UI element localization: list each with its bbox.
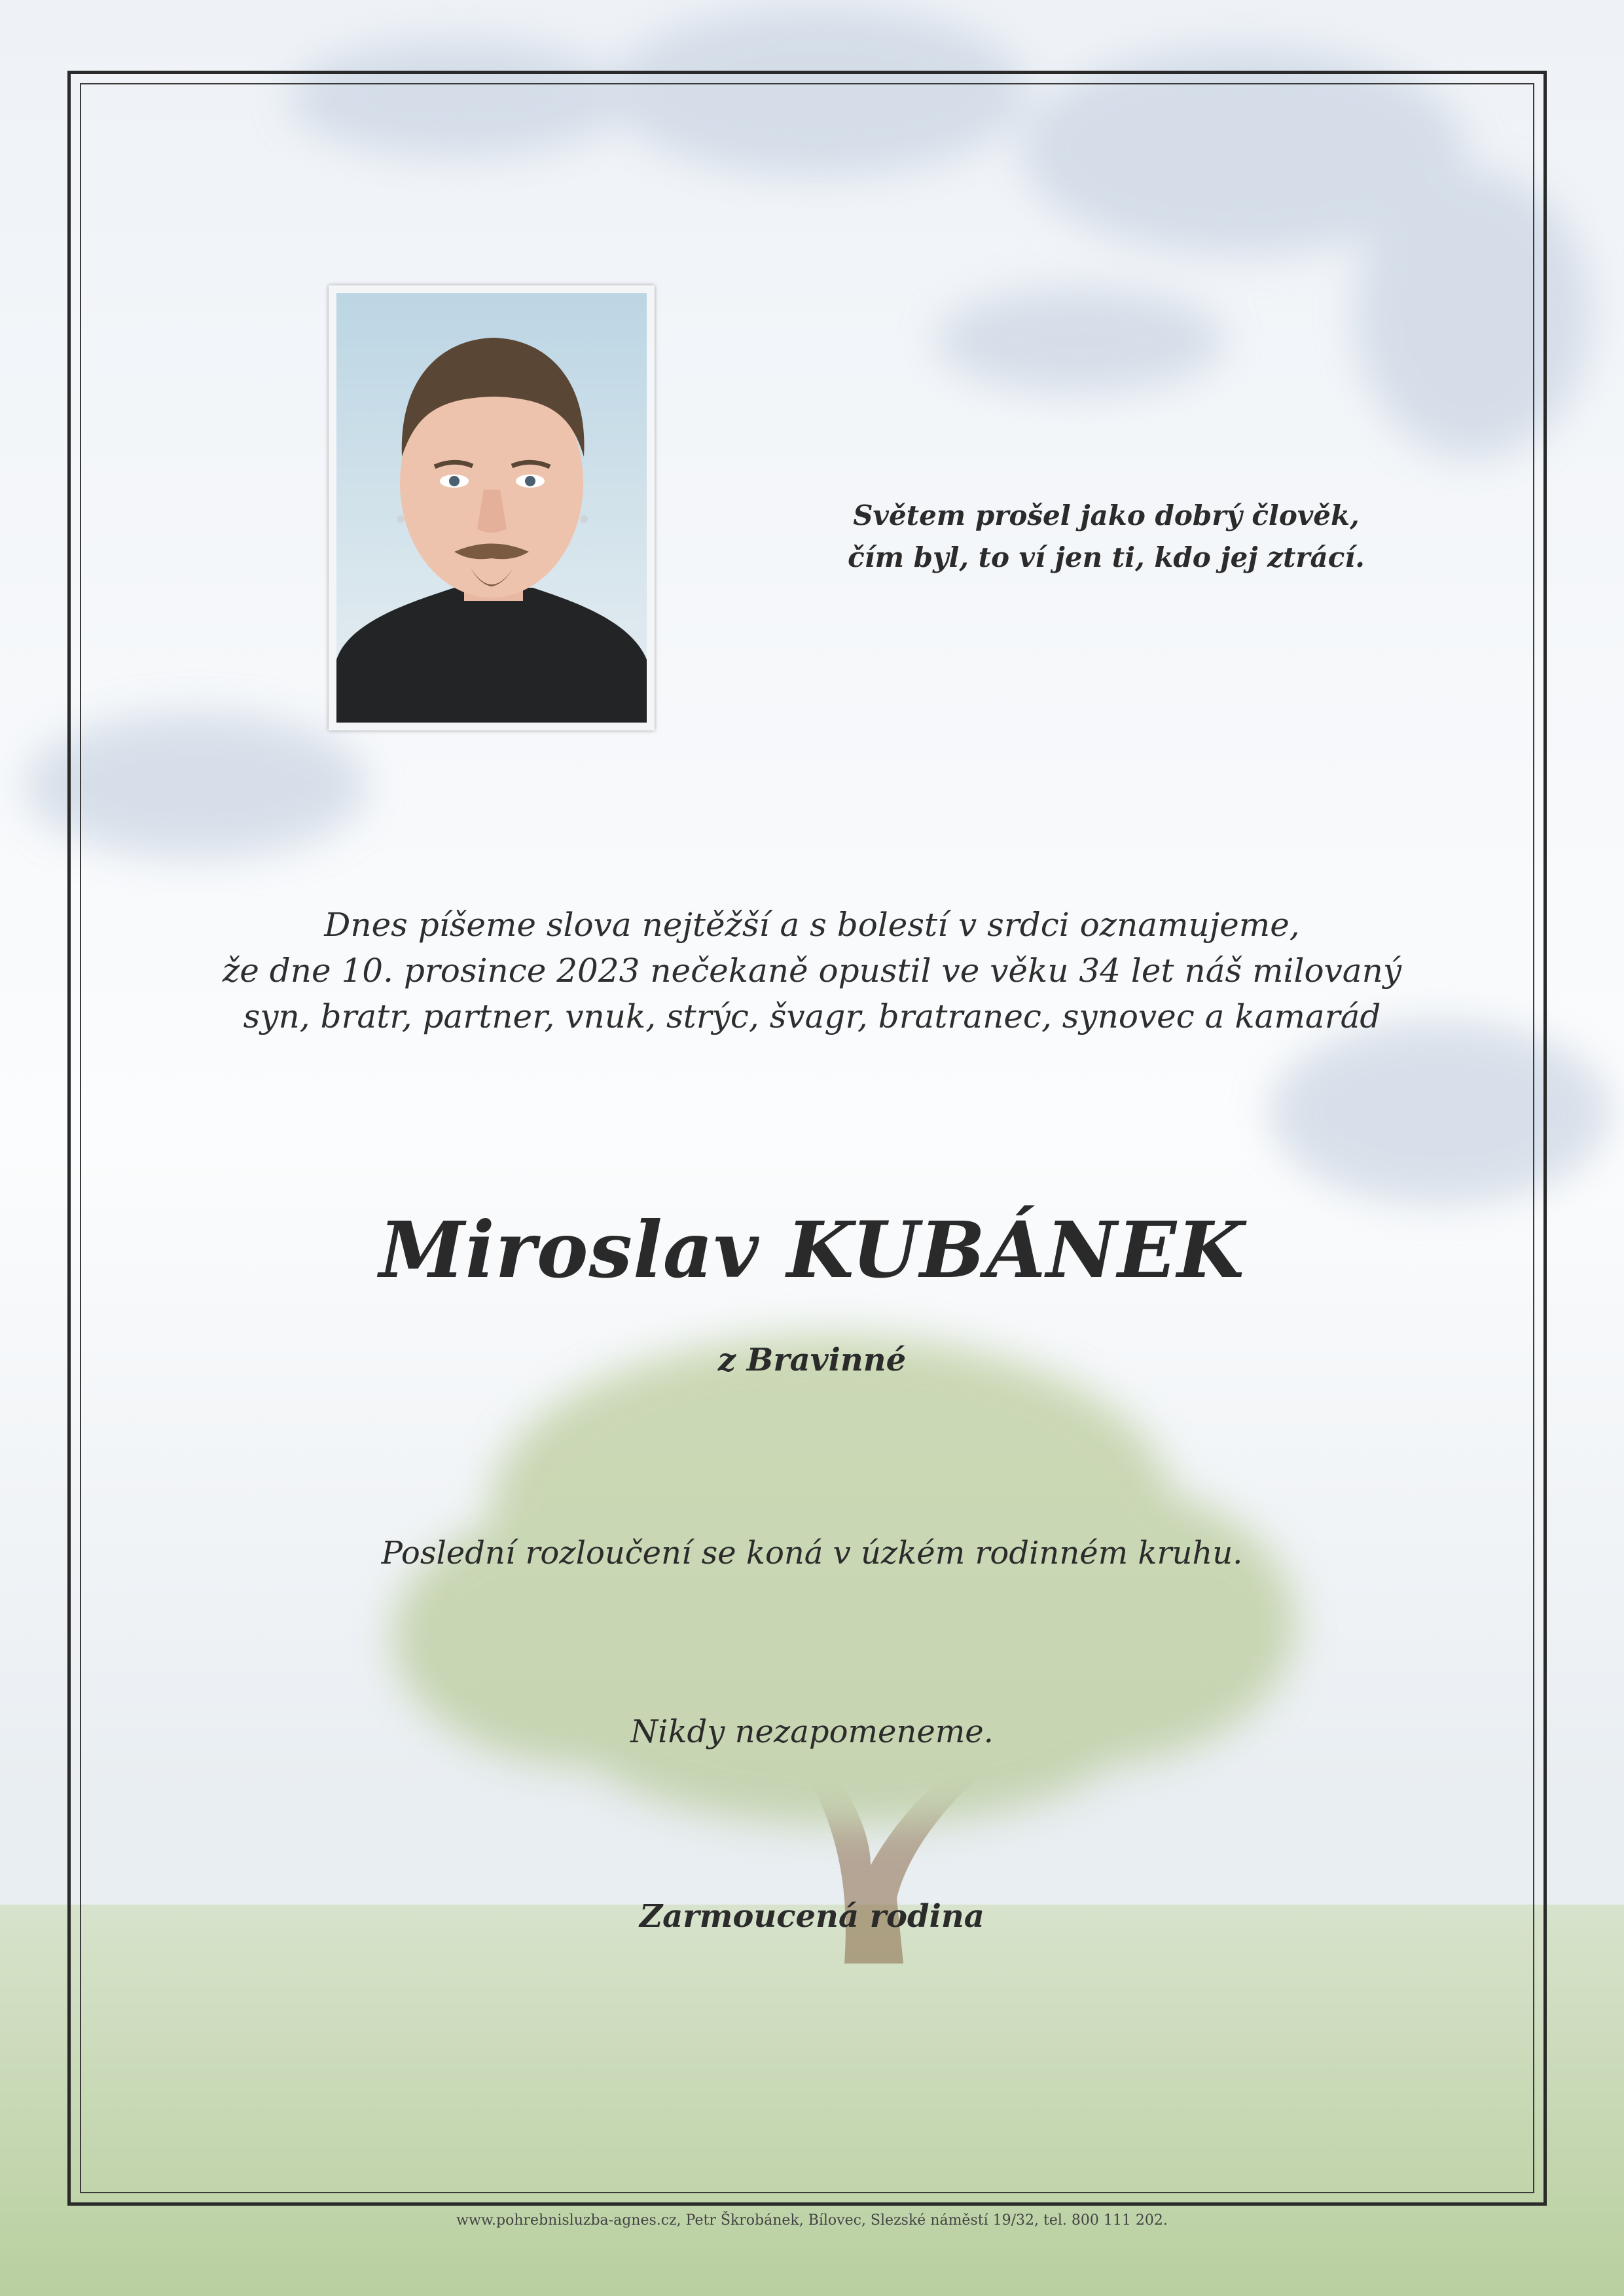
inner-border [80, 83, 1534, 2193]
deceased-name: Miroslav KUBÁNEK [379, 1204, 1245, 1295]
announcement-line-3: syn, bratr, partner, vnuk, strýc, švagr, bratranec, synovec a kamarád [243, 997, 1381, 1035]
quote-line-1: Světem prošel jako dobrý člověk, [853, 499, 1360, 531]
announcement-line-1: Dnes píšeme slova nejtěžší a s bolestí v srdci oznamujeme, [324, 906, 1300, 944]
portrait-photo [336, 293, 647, 723]
announcement-line-2: že dne 10. prosince 2023 nečekaně opustil ve věku 34 let náš milovaný [222, 952, 1402, 990]
funeral-service-footer: www.pohrebnisluzba-agnes.cz, Petr Škrobánek, Bílovec, Slezské náměstí 19/32, tel. 800 111 202. [456, 2212, 1168, 2229]
never-forget-line: Nikdy nezapomeneme. [630, 1713, 994, 1750]
deceased-origin: z Bravinné [717, 1342, 907, 1378]
portrait-photo-frame [329, 285, 655, 730]
quote-line-2: čím byl, to ví jen ti, kdo jej ztrácí. [848, 541, 1365, 573]
announcement-text [0, 902, 1624, 1039]
farewell-notice: Poslední rozloučení se koná v úzkém rodinném kruhu. [381, 1535, 1243, 1571]
memorial-quote [720, 495, 1492, 579]
family-signature: Zarmoucená rodina [640, 1898, 984, 1935]
